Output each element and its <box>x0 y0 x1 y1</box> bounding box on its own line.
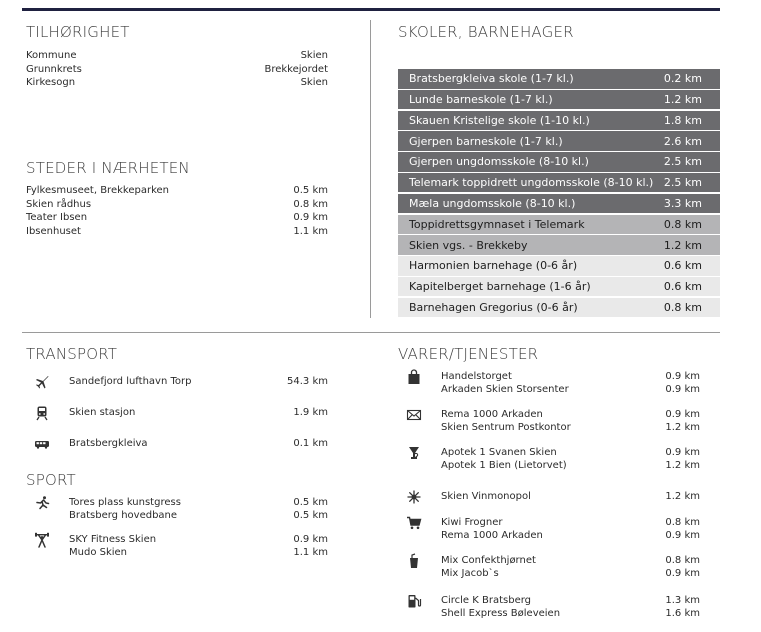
row-label: Skien rådhus <box>26 198 92 210</box>
table-row <box>398 215 720 235</box>
place-name: Handelstorget <box>441 371 512 382</box>
row-value: 0.8 km <box>293 198 328 210</box>
table-row <box>398 131 720 151</box>
row-value: 0.9 km <box>293 212 328 223</box>
school-distance: 0.8 km <box>663 217 702 231</box>
tilhorighet-list <box>26 49 328 90</box>
place-distance: 0.8 km <box>665 517 700 528</box>
row-label: Grunnkrets <box>26 63 82 75</box>
table-row <box>398 152 720 172</box>
list-item-distances <box>640 408 700 434</box>
place-name: Apotek 1 Svanen Skien <box>441 447 557 458</box>
school-distance: 0.2 km <box>663 72 702 86</box>
school-name: Telemark toppidrett ungdomsskole (8-10 kl.) <box>409 176 654 190</box>
list-item-names <box>441 516 543 542</box>
horizontal-divider <box>22 332 720 333</box>
place-distance: 0.9 km <box>293 534 328 545</box>
school-name: Gjerpen barneskole (1-7 kl.) <box>409 134 563 148</box>
list-item-distances <box>640 594 700 620</box>
place-distance: 0.9 km <box>665 447 700 458</box>
row-value: 0.5 km <box>293 185 328 196</box>
school-name: Gjerpen ungdomsskole (8-10 kl.) <box>409 155 589 169</box>
school-distance: 1.2 km <box>663 238 702 252</box>
list-item-names <box>69 375 191 388</box>
list-item-distances <box>640 446 700 472</box>
school-name: Kapitelberget barnehage (1-6 år) <box>409 280 591 294</box>
place-distance: 0.5 km <box>293 497 328 508</box>
place-name: Skien Vinmonopol <box>441 491 531 502</box>
school-distance: 0.6 km <box>663 280 702 294</box>
table-row <box>398 111 720 131</box>
place-distance: 1.2 km <box>665 460 700 471</box>
athletics-icon <box>33 494 51 512</box>
vinmonopol-icon <box>405 488 423 506</box>
school-distance: 2.6 km <box>663 134 702 148</box>
list-item-distances <box>268 406 328 419</box>
school-distance: 1.8 km <box>663 113 702 127</box>
section-title-steder: STEDER I NÆRHETEN <box>26 159 190 177</box>
place-distance: 0.8 km <box>665 555 700 566</box>
place-name: Skien Sentrum Postkontor <box>441 422 571 433</box>
list-item <box>26 225 328 239</box>
steder-list <box>26 184 328 238</box>
list-item-distances <box>640 554 700 580</box>
table-row <box>398 298 720 318</box>
list-item-names <box>441 370 569 396</box>
place-distance: 1.6 km <box>665 608 700 619</box>
list-item <box>26 49 328 63</box>
place-name: SKY Fitness Skien <box>69 534 157 545</box>
school-name: Mæla ungdomsskole (8-10 kl.) <box>409 197 576 211</box>
row-label: Teater Ibsen <box>26 212 88 223</box>
top-rule <box>22 8 720 11</box>
place-name: Mix Confekthjørnet <box>441 555 536 566</box>
school-name: Harmonien barnehage (0-6 år) <box>409 259 578 273</box>
school-name: Toppidrettsgymnaset i Telemark <box>409 217 585 231</box>
list-item-distances <box>268 375 328 388</box>
place-name: Bratsberg hovedbane <box>69 510 178 521</box>
train-icon <box>33 404 51 422</box>
row-value: Skien <box>300 77 328 88</box>
list-item <box>26 211 328 225</box>
place-name: Shell Express Bøleveien <box>441 608 561 619</box>
table-row <box>398 90 720 110</box>
list-item-names <box>69 406 135 419</box>
section-title-tilhorighet: TILHØRIGHET <box>26 23 130 41</box>
list-item-distances <box>640 490 700 503</box>
school-distance: 2.5 km <box>663 176 702 190</box>
school-distance: 2.5 km <box>663 155 702 169</box>
list-item-distances <box>640 370 700 396</box>
list-item-names <box>441 490 531 503</box>
table-row <box>398 173 720 193</box>
place-distance: 0.9 km <box>665 409 700 420</box>
row-label: Fylkesmuseet, Brekkeparken <box>26 185 169 196</box>
place-distance: 0.9 km <box>665 530 700 541</box>
section-title-sport: SPORT <box>26 471 76 489</box>
section-title-skoler: SKOLER, BARNEHAGER <box>398 23 574 41</box>
row-label: Ibsenhuset <box>26 225 81 237</box>
list-item <box>26 198 328 212</box>
bus-icon <box>33 435 51 453</box>
place-distance: 1.1 km <box>293 547 328 558</box>
place-name: Mudo Skien <box>69 547 128 558</box>
school-name: Lunde barneskole (1-7 kl.) <box>409 93 553 107</box>
shopping-cart-icon <box>405 514 423 532</box>
place-name: Circle K Bratsberg <box>441 595 532 606</box>
row-value: 1.1 km <box>293 225 328 237</box>
place-distance: 0.1 km <box>293 438 328 449</box>
row-value: Skien <box>300 50 328 61</box>
place-distance: 0.9 km <box>665 371 700 382</box>
fuel-pump-icon <box>405 592 423 610</box>
place-name: Kiwi Frogner <box>441 517 503 528</box>
place-name: Apotek 1 Bien (Lietorvet) <box>441 460 567 471</box>
school-name: Barnehagen Gregorius (0-6 år) <box>409 301 578 315</box>
skoler-list <box>398 69 720 319</box>
place-distance: 1.9 km <box>293 407 328 418</box>
candy-icon <box>405 552 423 570</box>
row-label: Kommune <box>26 50 77 61</box>
table-row <box>398 235 720 255</box>
list-item-names <box>69 533 156 559</box>
place-name: Sandefjord lufthavn Torp <box>69 376 192 387</box>
place-name: Mix Jacob`s <box>441 568 499 579</box>
row-label: Kirkesogn <box>26 77 76 88</box>
shopping-bag-icon <box>405 368 423 386</box>
section-title-varer: VARER/TJENESTER <box>398 345 539 363</box>
pharmacy-icon <box>405 444 423 462</box>
place-name: Rema 1000 Arkaden <box>441 530 543 541</box>
list-item <box>26 76 328 90</box>
school-name: Skauen Kristelige skole (1-10 kl.) <box>409 113 590 127</box>
place-distance: 0.5 km <box>293 510 328 521</box>
table-row <box>398 256 720 276</box>
table-row <box>398 69 720 89</box>
place-distance: 54.3 km <box>287 376 328 387</box>
place-name: Bratsbergkleiva <box>69 438 148 449</box>
row-value: Brekkejordet <box>264 63 328 75</box>
list-item-names <box>441 408 571 434</box>
table-row <box>398 277 720 297</box>
place-name: Tores plass kunstgress <box>69 497 181 508</box>
table-row <box>398 194 720 214</box>
section-title-transport: TRANSPORT <box>26 345 118 363</box>
place-distance: 1.2 km <box>665 491 700 502</box>
airplane-icon <box>33 373 51 391</box>
place-distance: 1.3 km <box>665 595 700 606</box>
place-distance: 1.2 km <box>665 422 700 433</box>
school-distance: 3.3 km <box>663 197 702 211</box>
school-distance: 0.6 km <box>663 259 702 273</box>
place-name: Rema 1000 Arkaden <box>441 409 543 420</box>
school-name: Bratsbergkleiva skole (1-7 kl.) <box>409 72 574 86</box>
weightlifting-icon <box>33 531 51 549</box>
envelope-icon <box>405 406 423 424</box>
list-item-distances <box>268 437 328 450</box>
list-item-names <box>69 437 148 450</box>
vertical-divider <box>370 20 371 318</box>
list-item-names <box>441 446 567 472</box>
school-name: Skien vgs. - Brekkeby <box>409 238 528 252</box>
list-item-names <box>441 554 536 580</box>
list-item-distances <box>268 533 328 559</box>
place-name: Arkaden Skien Storsenter <box>441 384 569 395</box>
list-item-distances <box>640 516 700 542</box>
list-item <box>26 184 328 198</box>
school-distance: 0.8 km <box>663 301 702 315</box>
place-distance: 0.9 km <box>665 568 700 579</box>
school-distance: 1.2 km <box>663 93 702 107</box>
list-item-names <box>69 496 181 522</box>
place-name: Skien stasjon <box>69 407 136 418</box>
list-item-names <box>441 594 560 620</box>
list-item-distances <box>268 496 328 522</box>
place-distance: 0.9 km <box>665 384 700 395</box>
list-item <box>26 63 328 77</box>
